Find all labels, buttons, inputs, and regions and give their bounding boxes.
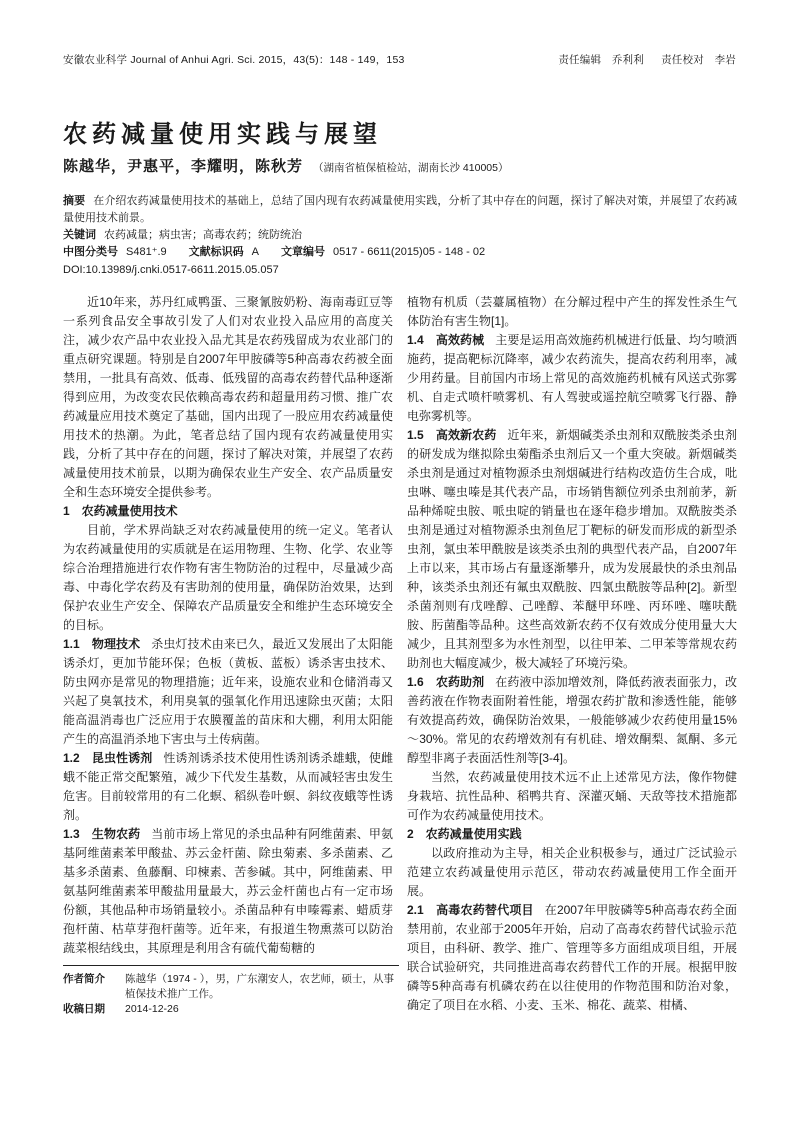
paragraph-definition: 目前，学术界尚缺乏对农药减量使用的统一定义。笔者认为农药减量使用的实质就是在运用物理、生物、化学、农业等综合治理措施进行农作物有害生物防治的过程中，尽量减少高毒、中毒化学农药及有害助剂的使用量，确保防治效果，达到保护农业生产安全、保障农产品质量安全和维护生态环境安全的目标。 bbox=[63, 523, 393, 632]
running-head bbox=[63, 52, 736, 67]
author-bio-label: 作者简介 bbox=[63, 973, 105, 985]
continued-paragraph: 植物有机质（芸薹属植物）在分解过程中产生的挥发性杀生气体防治有害生物[1]。 bbox=[407, 295, 737, 328]
abstract-row bbox=[63, 193, 737, 227]
abstract-text: 在介绍农药减量使用技术的基础上，总结了国内现有农药减量使用实践，分析了其中存在的问题，探讨了解决对策，并展望了农药减量使用技术前景。 bbox=[63, 195, 738, 224]
article-body bbox=[63, 293, 737, 1015]
first-page-footnote bbox=[63, 965, 399, 1017]
subsection-1-6-text: 在药液中添加增效剂，降低药液表面张力，改善药液在作物表面附着性能，增强农药扩散和渗透性能，能够有效提高药效，确保防治效果，一般能够减少农药使用量15%～30%。常见的农药增效剂有有机硅、增效酮梨、氮酮、多元醇型非离子表面活性剂等[3-4]。 bbox=[407, 675, 737, 765]
subsection-1-4-text: 主要是运用高效施药机械进行低量、均匀喷洒施药，提高靶标沉降率，减少农药流失，提高农药利用率，减少用药量。目前国内市场上常见的高效施药机械有风送式弥雾机、自走式喷杆喷雾机、有人驾驶或遥控航空喷雾飞行器、静电弥雾机等。 bbox=[407, 333, 737, 423]
author-affiliation: （湖南省植保植检站，湖南长沙 410005） bbox=[313, 162, 509, 174]
subsection-1-2-head: 1.2 昆虫性诱剂 bbox=[63, 751, 153, 765]
subsection-1-3 bbox=[63, 825, 393, 958]
editor-credits bbox=[544, 52, 736, 67]
paragraph-other-methods: 当然，农药减量使用技术远不止上述常见方法，像作物健身栽培、抗性品种、稻鸭共育、深灌灭蛹、天敌等技术措施都可作为农药减量使用技术。 bbox=[407, 770, 737, 822]
subsection-1-2-text: 性诱剂诱杀技术使用性诱剂诱杀雄蛾，使雌蛾不能正常交配繁殖，减少下代发生基数，从而减轻害虫发生危害。目前较常用的有二化螟、稻纵卷叶螟、斜纹夜蛾等性诱剂。 bbox=[63, 751, 393, 822]
doc-code-label: 文献标识码 bbox=[188, 246, 244, 258]
left-column bbox=[63, 293, 393, 1015]
clc-label: 中图分类号 bbox=[63, 246, 118, 258]
subsection-1-3-text: 当前市场上常见的杀虫品种有阿维菌素、甲氨基阿维菌素苯甲酸盐、苏云金杆菌、除虫菊素、多杀菌素、乙基多杀菌素、鱼藤酮、印楝素、苦参碱。其中，阿维菌素、甲氨基阿维菌素苯甲酸盐用量最大，苏云金杆菌也占有一定市场份额，其他品种市场销量较小。杀菌品种有申嗪霉素、蜡质芽孢杆菌、枯草芽孢杆菌等。近年来，有报道生物熏蒸可以防治蔬菜根结线虫，其原理是利用含有硫代葡萄糖的 bbox=[63, 827, 393, 955]
subsection-1-5 bbox=[407, 426, 737, 673]
subsection-1-5-text: 近年来，新烟碱类杀虫剂和双酰胺类杀虫剂的研发成为继拟除虫菊酯杀虫剂后又一个重大突破。新烟碱类杀虫剂是通过对植物源杀虫剂烟碱进行结构改造仿生合成，吡虫啉、噻虫嗪是其代表产品，市场销售额位列杀虫剂前茅，新品种烯啶虫胺、哌虫啶的销量也在逐年稳步增加。双酰胺类杀虫剂是通过对植物源杀虫剂鱼尼丁靶标的研发而形成的新型杀虫剂，氯虫苯甲酰胺是该类杀虫剂的典型代表产品，自2007年上市以来，其市场占有量逐渐攀升，成为发展最快的杀虫剂品种，该类杀虫剂还有氟虫双酰胺、四氯虫酰胺等品种[2]。新型杀菌剂则有戊唑醇、己唑醇、苯醚甲环唑、丙环唑、噻呋酰胺、肟菌酯等品种。这些高效新农药不仅有效成分使用量大大减少，且其剂型多为水性剂型，以往甲苯、二甲苯等常规农药助剂也大幅度减少，极大减轻了环境污染。 bbox=[407, 428, 737, 670]
journal-citation: 安徽农业科学 Journal of Anhui Agri. Sci. 2015，43(5)：148 - 149，153 bbox=[63, 54, 405, 66]
subsection-1-4 bbox=[407, 331, 737, 426]
received-date-label: 收稿日期 bbox=[63, 1003, 105, 1015]
keywords-text: 农药减量；病虫害；高毒农药；统防统治 bbox=[104, 229, 302, 241]
classification-row bbox=[63, 244, 737, 261]
received-date-row bbox=[63, 1002, 399, 1017]
subsection-1-1-text: 杀虫灯技术由来已久，最近又发展出了太阳能诱杀灯，更加节能环保；色板（黄板、蓝板）诱杀害虫技术、防虫网亦是常见的物理措施；近年来，设施农业和仓储消毒又兴起了臭氧技术，利用臭氧的强氧化作用迅速除虫灭菌；太阳能高温消毒也广泛应用于农膜覆盖的苗床和大棚，利用太阳能产生的高温消杀地下害虫与土传病菌。 bbox=[63, 637, 393, 746]
author-bio-text: 陈越华（1974 - ），男，广东潮安人，农艺师，硕士，从事植保技术推广工作。 bbox=[125, 973, 394, 1000]
subsection-2-1 bbox=[407, 901, 737, 1015]
abstract-label: 摘要 bbox=[63, 195, 86, 207]
doc-code-value: A bbox=[251, 246, 260, 258]
subsection-2-1-head: 2.1 高毒农药替代项目 bbox=[407, 903, 534, 917]
right-column bbox=[407, 293, 737, 1015]
author-names: 陈越华，尹惠平，李耀明，陈秋芳 bbox=[63, 158, 304, 175]
subsection-1-4-head: 1.4 高效药械 bbox=[407, 333, 485, 347]
article-no-label: 文章编号 bbox=[281, 246, 326, 258]
keywords-row bbox=[63, 227, 737, 244]
section-heading-1: 1 农药减量使用技术 bbox=[63, 504, 178, 518]
paragraph-practice-intro: 以政府推动为主导，相关企业积极参与，通过广泛试验示范建立农药减量使用示范区，带动农药减量使用工作全面开展。 bbox=[407, 846, 737, 898]
section-heading-2: 2 农药减量使用实践 bbox=[407, 827, 522, 841]
page-title: 农药减量使用实践与展望 bbox=[63, 121, 382, 149]
keywords-label: 关键词 bbox=[63, 229, 96, 241]
subsection-1-1-head: 1.1 物理技术 bbox=[63, 637, 141, 651]
authors-line bbox=[63, 155, 508, 176]
subsection-1-2 bbox=[63, 749, 393, 825]
responsible-editor: 责任编辑 乔利利 bbox=[558, 54, 644, 66]
article-no-value: 0517 - 6611(2015)05 - 148 - 02 bbox=[333, 246, 486, 258]
subsection-1-3-head: 1.3 生物农药 bbox=[63, 827, 141, 841]
intro-paragraph: 近10年来，苏丹红咸鸭蛋、三聚氰胺奶粉、海南毒豇豆等一系列食品安全事故引发了人们对农业投入品应用的高度关注，减少农产品中农业投入品尤其是农药残留成为农业部门的重点研究课题。特别是自2007年甲胺磷等5种高毒农药被全面禁用，一批具有高效、低毒、低残留的高毒农药替代品种逐渐得到应用，为改变农民依赖高毒农药和超量用药习惯、推广农药减量应用技术奠定了基础，国内出现了一股应用农药减量使用技术的热潮。为此，笔者总结了国内现有农药减量使用实践，分析了其中存在的问题，探讨了解决对策，并展望了农药减量使用技术前景，以期为确保农业生产安全、农产品质量安全和生态环境安全提供参考。 bbox=[63, 295, 393, 499]
subsection-1-6-head: 1.6 农药助剂 bbox=[407, 675, 485, 689]
subsection-2-1-text: 在2007年甲胺磷等5种高毒农药全面禁用前，农业部于2005年开始，启动了高毒农药替代试验示范项目，由科研、教学、推广、管理等多方面组成项目组，开展联合试验研究，共同推进高毒农药替代工作的开展。根据甲胺磷等5种高毒有机磷农药在以往使用的作物范围和防治对象，确定了项目在水稻、小麦、玉米、棉花、蔬菜、柑橘、 bbox=[407, 903, 738, 1012]
subsection-1-6 bbox=[407, 673, 737, 768]
clc-value: S481⁺.9 bbox=[126, 246, 167, 258]
subsection-1-1 bbox=[63, 635, 393, 749]
abstract-meta-block bbox=[63, 193, 737, 279]
doi-row: DOI:10.13989/j.cnki.0517-6611.2015.05.057 bbox=[63, 264, 279, 276]
proofreader: 责任校对 李岩 bbox=[661, 54, 736, 66]
subsection-1-5-head: 1.5 高效新农药 bbox=[407, 428, 497, 442]
author-bio-row bbox=[63, 972, 399, 1002]
received-date-value: 2014-12-26 bbox=[125, 1003, 179, 1015]
